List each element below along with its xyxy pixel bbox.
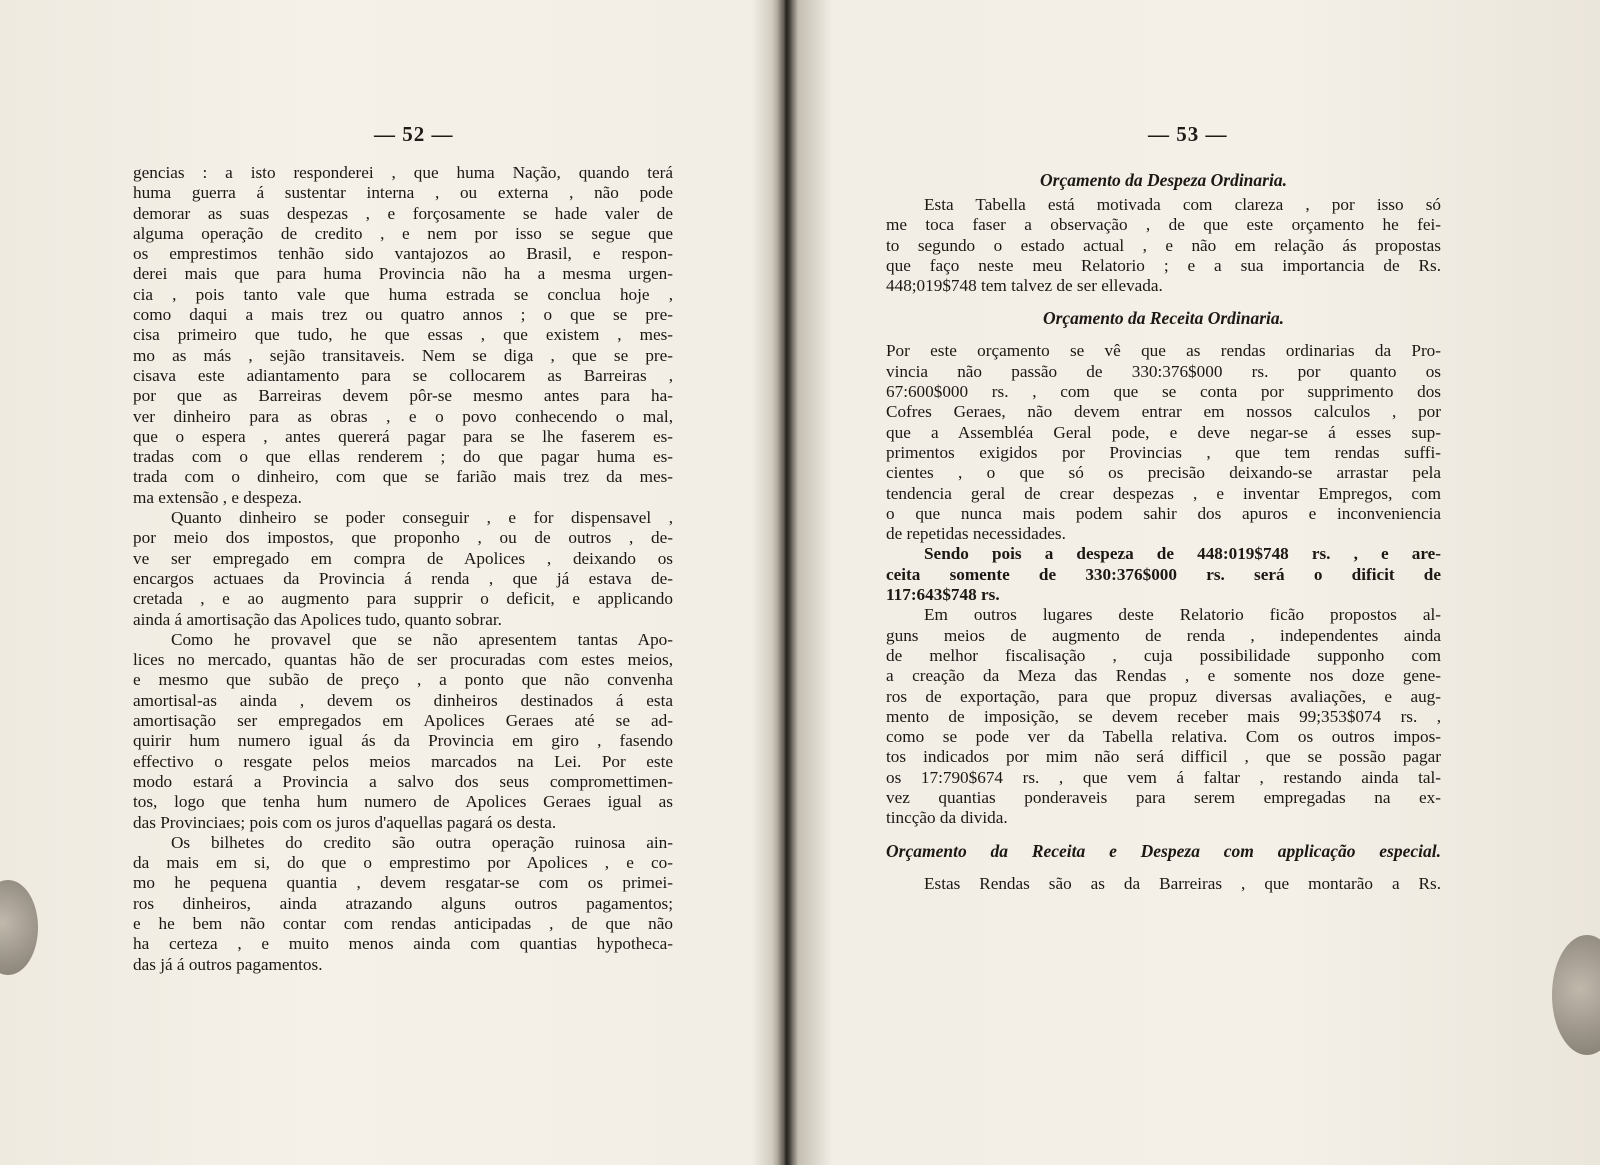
text-line: ha certeza , e muito menos ainda com quantias hypotheca- — [133, 934, 673, 954]
text-line: a creação da Meza das Rendas , e somente nos doze gene- — [886, 666, 1441, 686]
text-line: que o espera , antes quererá pagar para se lhe faserem es- — [133, 426, 673, 446]
text-line: vincia não passão de 330:376$000 rs. por quanto os — [886, 361, 1441, 381]
section-heading: Orçamento da Receita Ordinaria. — [1042, 308, 1285, 329]
text-line: que faço neste meu Relatorio ; e a sua importancia de Rs. — [886, 255, 1441, 275]
text-line: tradas com o que ellas renderem ; do que pagar huma es- — [133, 447, 673, 467]
text-line: 67:600$000 rs. , com que se conta por supprimento dos — [886, 382, 1441, 402]
text-line: tos, logo que tenha hum numero de Apolices Geraes igual as — [133, 792, 673, 812]
right-page-number: — 53 — — [1148, 122, 1228, 146]
text-line: demorar as suas despezas , e forçosamente se hade valer de — [133, 203, 673, 223]
text-line: tendencia geral de crear despezas , e inventar Empregos, com — [886, 483, 1441, 503]
text-line: gencias : a isto responderei , que huma Nação, quando terá — [133, 163, 673, 182]
section-heading: Orçamento da Receita e Despeza com applicação especial. — [886, 840, 1441, 861]
text-line: o que nunca mais podem sahir dos apuros e inconveniencia — [886, 503, 1441, 523]
text-line: das Provinciaes; pois com os juros d'aquellas pagará os desta. — [133, 812, 557, 832]
text-line: e he bem não contar com rendas anticipadas , de que não — [133, 913, 673, 933]
text-line: Sendo pois a despeza de 448:019$748 rs. , e are- — [924, 544, 1441, 564]
text-line: encargos actuaes da Provincia á renda , que já estava de- — [133, 568, 673, 588]
left-paragraph-2 — [133, 508, 673, 630]
text-line: como se pode ver da Tabella relativa. Com os outros impos- — [886, 727, 1441, 747]
text-line: cisa primeiro que tudo, he que essas , que existem , mes- — [133, 325, 673, 345]
left-page-number: — 52 — — [374, 122, 454, 146]
text-line: de melhor fiscalisação , cuja possibilidade supponho com — [886, 645, 1441, 665]
text-line: lices no mercado, quantas hão de ser procuradas com estes meios, — [133, 650, 673, 670]
text-line: derei mais que para huma Provincia não ha a mesma urgen- — [133, 264, 673, 284]
section-heading: Orçamento da Despeza Ordinaria. — [1040, 170, 1287, 190]
section-receita-ordinaria — [886, 308, 1441, 828]
text-line: 117:643$748 rs. — [886, 585, 1000, 605]
left-paragraph-1 — [133, 163, 673, 508]
text-line: huma guerra á sustentar interna , ou externa , não pode — [133, 183, 673, 203]
text-line: 448;019$748 tem talvez de ser ellevada. — [886, 276, 1163, 296]
text-line: me toca faser a observação , de que este orçamento he fei- — [886, 215, 1441, 235]
text-line: quirir hum numero igual ás da Provincia em giro , fasendo — [133, 731, 673, 751]
text-line: effectivo o resgate pelos meios marcados na Lei. Por este — [133, 751, 673, 771]
text-line: guns meios de augmento de renda , independentes ainda — [886, 625, 1441, 645]
text-line: ros dinheiros, ainda atrazando alguns outros pagamentos; — [133, 893, 673, 913]
text-line: de repetidas necessidades. — [886, 524, 1066, 544]
text-line: Como he provavel que se não apresentem tantas Apo- — [171, 629, 673, 649]
text-line: por meio dos impostos, que proponho , ou de outros , de- — [133, 528, 673, 548]
text-line: por que as Barreiras devem pôr-se mesmo antes para ha- — [133, 386, 673, 406]
text-line: que a Assembléa Geral pode, e deve negar-se á esses sup- — [886, 422, 1441, 442]
text-line: Esta Tabella está motivada com clareza , por isso só — [924, 195, 1441, 214]
text-line: trada com o dinheiro, com que se farião mais trez da mes- — [133, 467, 673, 487]
text-line: Em outros lugares deste Relatorio ficão propostos al- — [924, 605, 1441, 625]
text-line: mento de imposição, se devem receber mais 99;353$074 rs. , — [886, 706, 1441, 726]
left-paragraph-4 — [133, 833, 673, 975]
text-line: Quanto dinheiro se poder conseguir , e for dispensavel , — [171, 508, 673, 528]
text-line: ve ser empregado em compra de Apolices , deixando os — [133, 548, 673, 568]
text-line: os emprestimos tenhão sido vantajozos ao Brasil, e respon- — [133, 244, 673, 264]
text-line: amortisal-as ainda , devem os dinheiros destinados á esta — [133, 690, 673, 710]
text-line: ros de exportação, para que propuz diversas avaliações, e aug- — [886, 686, 1441, 706]
text-line: como daqui a mais trez ou quatro annos ; o que se pre- — [133, 305, 673, 325]
text-line: primentos exigidos por Provincias , que tem rendas suffi- — [886, 442, 1441, 462]
text-line: ceita somente de 330:376$000 rs. será o dificit de — [886, 564, 1441, 584]
text-line: tincção da divida. — [886, 808, 1008, 828]
right-page-text — [886, 166, 1441, 894]
left-page-text — [133, 163, 673, 975]
text-line: os 17:790$674 rs. , que vem á faltar , restando ainda tal- — [886, 767, 1441, 787]
text-line: mo he pequena quantia , devem resgatar-se com os primei- — [133, 873, 673, 893]
text-line: tos indicados por mim não será difficil , que se possão pagar — [886, 747, 1441, 767]
text-line: alguma operação de credito , e nem por isso se segue que — [133, 223, 673, 243]
text-line: mo as más , sejão transitaveis. Nem se diga , que se pre- — [133, 345, 673, 365]
right-page — [800, 0, 1600, 1165]
left-paragraph-3 — [133, 630, 673, 833]
text-line: cretada , e ao augmento para supprir o deficit, e applicando — [133, 589, 673, 609]
text-line: vez quantias ponderaveis para serem empregadas na ex- — [886, 788, 1441, 808]
text-line: das já á outros pagamentos. — [133, 954, 323, 974]
text-line: cisava este adiantamento para se collocarem as Barreiras , — [133, 365, 673, 385]
text-line: Cofres Geraes, não devem entrar em nossos calculos , por — [886, 402, 1441, 422]
text-line: Os bilhetes do credito são outra operação ruinosa ain- — [171, 832, 673, 852]
text-line: cia , pois tanto vale que huma estrada se conclua hoje , — [133, 284, 673, 304]
text-line: da mais em si, do que o emprestimo por Apolices , e co- — [133, 853, 673, 873]
text-line: cientes , o que só os precisão deixando-se arrastar pela — [886, 463, 1441, 483]
text-line: ver dinheiro para as obras , e o povo conhecendo o mal, — [133, 406, 673, 426]
text-line: to segundo o estado actual , e não em relação ás propostas — [886, 235, 1441, 255]
text-line: modo estará a Provincia a salvo dos seus compromettimen- — [133, 771, 673, 791]
text-line: amortisação ser empregados em Apolices Geraes até se ad- — [133, 711, 673, 731]
left-page — [0, 0, 786, 1165]
section-despeza-ordinaria — [886, 170, 1441, 296]
text-line: Por este orçamento se vê que as rendas ordinarias da Pro- — [886, 341, 1441, 361]
text-line: ainda á amortisação das Apolices tudo, quanto sobrar. — [133, 609, 502, 629]
text-line: Estas Rendas são as da Barreiras , que montarão a Rs. — [924, 873, 1441, 893]
text-line: e mesmo que subão de preço , a ponto que não convenha — [133, 670, 673, 690]
section-receita-despeza-especial — [886, 841, 1441, 894]
text-line: ma extensão , e despeza. — [133, 487, 302, 507]
